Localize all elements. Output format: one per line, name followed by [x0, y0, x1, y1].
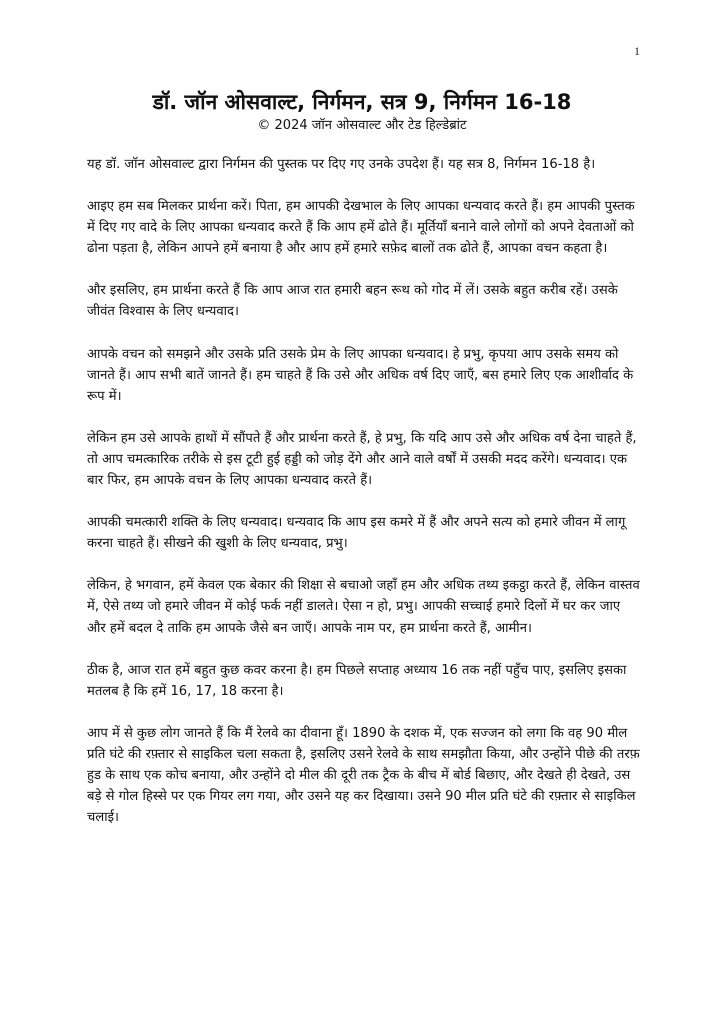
- document-header: [88, 88, 636, 135]
- paragraph-intro: यह डॉ. जॉन ओसवाल्ट द्वारा निर्गमन की पुस्तक पर दिए गए उनके उपदेश हैं। यह सत्र 8, निर्गमन 16-18 है।: [87, 157, 596, 172]
- paragraph-prayer-healing: लेकिन हम उसे आपके हाथों में सौंपते हैं और प्रार्थना करते हैं, हे प्रभु, कि यदि आप उसे और अधिक वर्ष देना चाहते हैं, तो आप चमत्कारिक तरीके से इस टूटी हुई हड्डी को जोड़ देंगे और आने वाले वर्षों में उसकी मदद करेंगे। धन्यवाद। एक बार फिर, हम आपके वचन के लिए आपका धन्यवाद करते हैं।: [87, 430, 637, 489]
- paragraph-prayer-closing: लेकिन, हे भगवान, हमें केवल एक बेकार की शिक्षा से बचाओ जहाँ हम और अधिक तथ्य इकट्ठा करते हैं, लेकिन वास्तव में, ऐसे तथ्य जो हमारे जीवन में कोई फर्क नहीं डालते। ऐसा न हो, प्रभु। आपकी सच्चाई हमारे दिलों में घर कर जाए और हमें बदल दे ताकि हम आपके जैसे बन जाएँ। आपके नाम पर, हम प्रार्थना करते हैं, आमीन।: [87, 578, 640, 636]
- paragraph-railway-story: आप में से कुछ लोग जानते हैं कि मैं रेलवे का दीवाना हूँ। 1890 के दशक में, एक सज्जन को लगा कि वह 90 मील प्रति घंटे की रफ़्तार से साइकिल चला सकता है, इसलिए उसने रेलवे के साथ समझौता किया, और उन्होंने पीछे की तरफ़ हुड के साथ एक कोच बनाया, और उन्होंने दो मील की दूरी तक ट्रैक के बीच में बोर्ड बिछाए, और देखते ही देखते, उस बड़े से गोल हिस्से पर एक गियर लग गया, और उसने यह कर दिखाया। उसने 90 मील प्रति घंटे की रफ़्तार से साइकिल चलाई।: [87, 725, 640, 826]
- paragraph-prayer-years: आपके वचन को समझने और उसके प्रति उसके प्रेम के लिए आपका धन्यवाद। हे प्रभु, कृपया आप उसके समय को जानते हैं। आप सभी बातें जानते हैं। हम चाहते हैं कि उसे और अधिक वर्ष दिए जाएँ, बस हमारे लिए एक आशीर्वाद के रूप में।: [87, 346, 634, 404]
- paragraph-prayer-thanks: आपकी चमत्कारी शक्ति के लिए धन्यवाद। धन्यवाद कि आप इस कमरे में हैं और अपने सत्य को हमारे जीवन में लागू करना चाहते हैं। सीखने की खुशी के लिए धन्यवाद, प्रभु।: [87, 515, 626, 552]
- page-number: 1: [634, 44, 640, 58]
- paragraph-prayer-ruth: और इसलिए, हम प्रार्थना करते हैं कि आप आज रात हमारी बहन रूथ को गोद में लें। उसके बहुत करीब रहें। उसके जीवंत विश्वास के लिए धन्यवाद।: [87, 283, 618, 320]
- document-body: [87, 154, 643, 849]
- paragraph-session-plan: ठीक है, आज रात हमें बहुत कुछ कवर करना है। हम पिछले सप्ताह अध्याय 16 तक नहीं पहुँच पाए, इसलिए इसका मतलब है कि हमें 16, 17, 18 करना है।: [87, 662, 627, 699]
- copyright-line: © 2024 जॉन ओसवाल्ट और टेड हिल्डेब्रांट: [257, 118, 467, 133]
- document-title: डॉ. जॉन ओसवाल्ट, निर्गमन, सत्र 9, निर्गमन 16-18: [152, 90, 572, 114]
- paragraph-prayer-opening: आइए हम सब मिलकर प्रार्थना करें। पिता, हम आपकी देखभाल के लिए आपका धन्यवाद करते हैं। हम आपकी पुस्तक में दिए गए वादे के लिए आपका धन्यवाद करते हैं कि आप हमें ढोते हैं। मूर्तियाँ बनाने वाले लोगों को अपने देवताओं को ढोना पड़ता है, लेकिन आपने हमें बनाया है और आप हमें हमारे सफ़ेद बालों तक ढोते हैं, आपका वचन कहता है।: [87, 199, 635, 257]
